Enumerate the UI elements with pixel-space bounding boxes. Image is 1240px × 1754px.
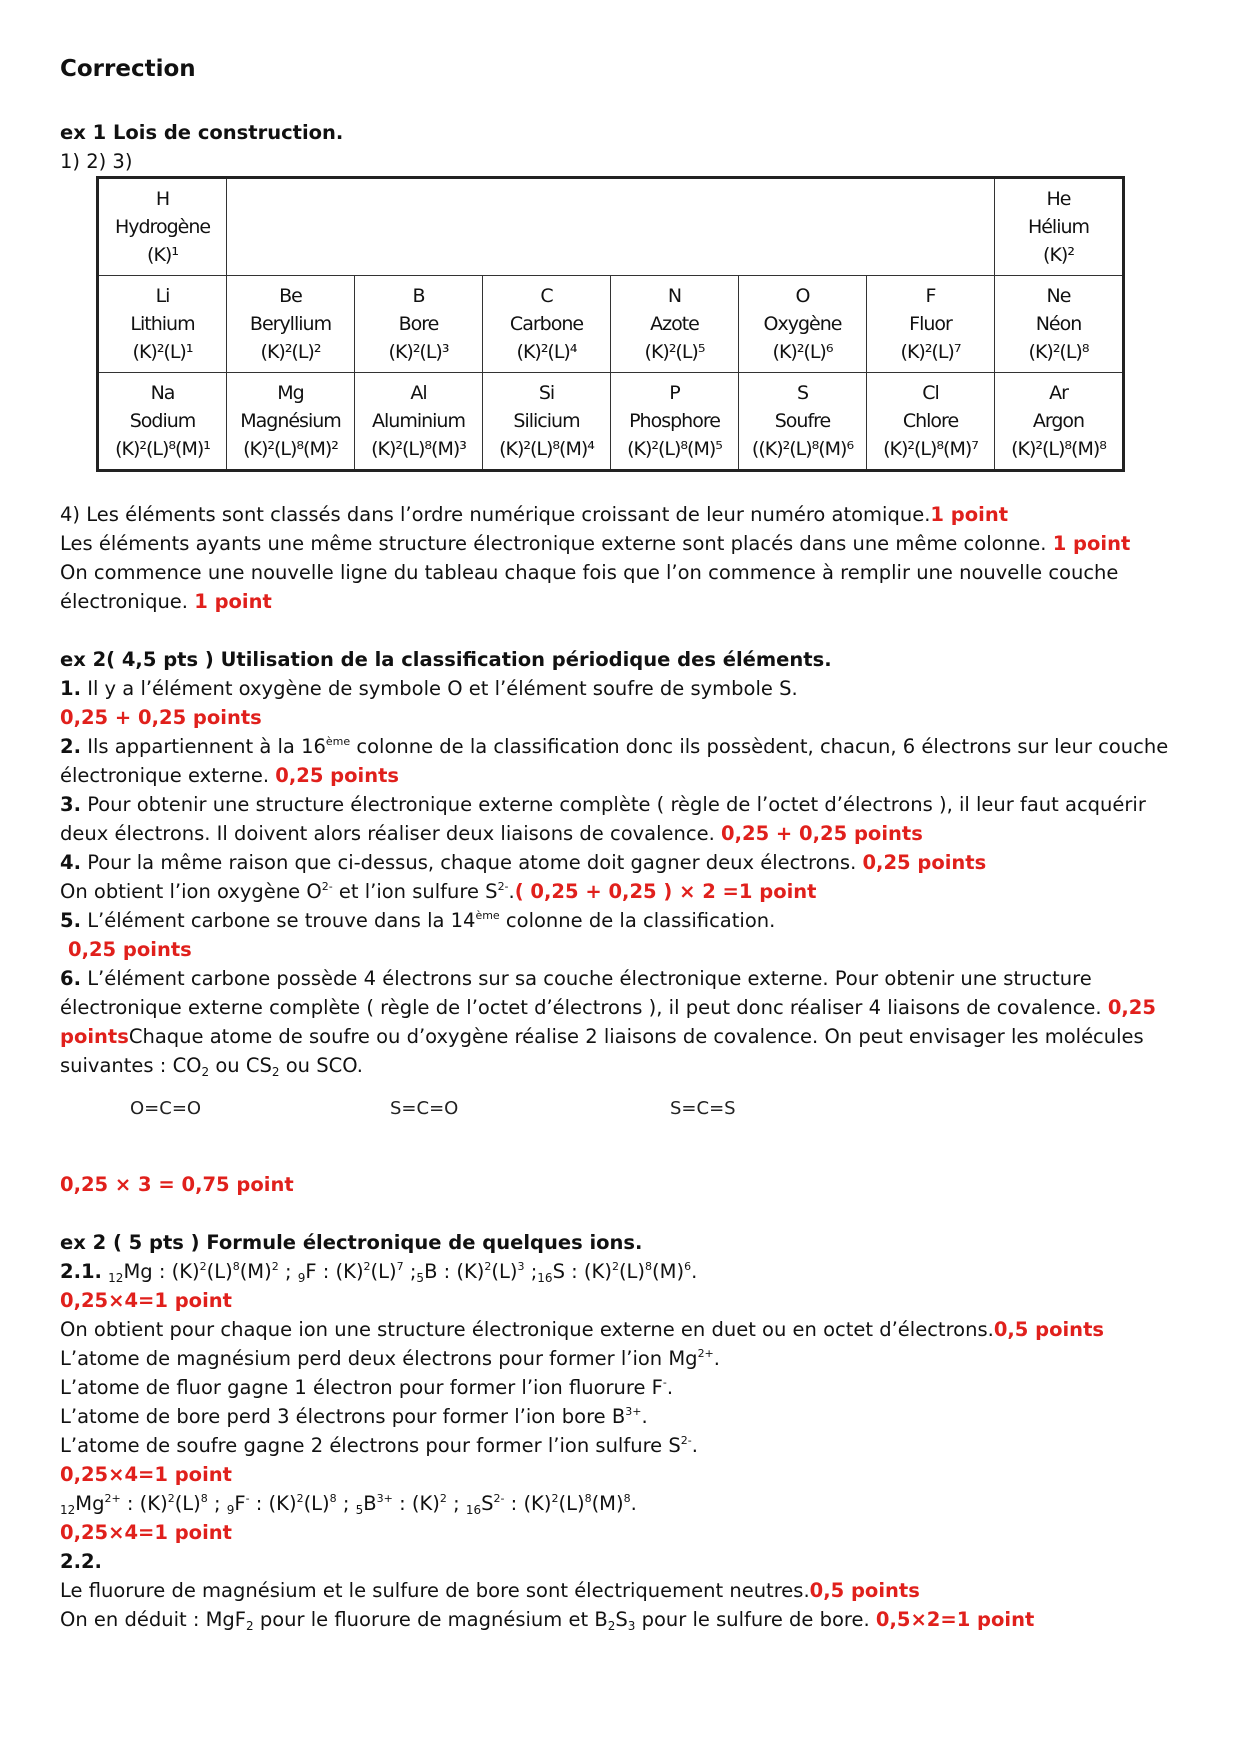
ex2-q3: 3. Pour obtenir une structure électronique externe complète ( règle de l’octet d’électrons ), il leur faut acquérir deux électrons. Il doivent alors réaliser deux liaisons de covalence. 0,25 + 0,25 points xyxy=(60,793,1146,845)
ex3-mg: L’atome de magnésium perd deux électrons pour former l’ion $Mg^{2+}$. xyxy=(60,1347,720,1370)
ex1-heading: ex 1 Lois de construction. xyxy=(60,121,344,144)
table-row xyxy=(98,178,1124,276)
element-cell: Ar Argon (K)²(L)⁸(M)⁸ xyxy=(995,373,1124,471)
element-cell: Na Sodium (K)²(L)⁸(M)¹ xyxy=(98,373,227,471)
element-cell: N Azote (K)²(L)⁵ xyxy=(611,276,739,373)
points-label: 0,25 points xyxy=(68,938,192,961)
ex3-q22: 2.2. xyxy=(60,1550,102,1573)
document-page xyxy=(60,56,1180,1634)
molecule-co2: O=C=O xyxy=(130,1098,202,1119)
element-cell: O Oxygène (K)²(L)⁶ xyxy=(739,276,867,373)
ex1-q4-line3: On commence une nouvelle ligne du tableau chaque fois que l’on commence à remplir une nouvelle couche électronique. 1 point xyxy=(60,561,1119,613)
ex3-b: L’atome de bore perd 3 électrons pour former l’ion bore $B^{3+}$. xyxy=(60,1405,648,1428)
element-cell-h: H Hydrogène (K)¹ xyxy=(98,178,227,276)
element-cell: B Bore (K)²(L)³ xyxy=(355,276,483,373)
element-cell: Be Beryllium (K)²(L)² xyxy=(227,276,355,373)
ex1-q4-line2: Les éléments ayants une même structure électronique externe sont placés dans une même colonne. 1 point xyxy=(60,532,1131,555)
element-cell: P Phosphore (K)²(L)⁸(M)⁵ xyxy=(611,373,739,471)
ex3-f: L’atome de fluor gagne 1 électron pour former l’ion fluorure F-. xyxy=(60,1376,674,1399)
ex3-s: L’atome de soufre gagne 2 électrons pour former l’ion sulfure $S^{2-}$. xyxy=(60,1434,698,1457)
points-label: 0,25×4=1 point xyxy=(60,1289,232,1312)
ex2-q1: 1. Il y a l’élément oxygène de symbole O et l’élément soufre de symbole S. xyxy=(60,677,798,700)
points-label: 0,25 × 3 = 0,75 point xyxy=(60,1173,294,1196)
element-cell: Cl Chlore (K)²(L)⁸(M)⁷ xyxy=(867,373,995,471)
element-cell-he: He Hélium (K)² xyxy=(995,178,1124,276)
ex2-heading: ex 2( 4,5 pts ) Utilisation de la classification périodique des éléments. xyxy=(60,648,832,671)
element-cell: Ne Néon (K)²(L)⁸ xyxy=(995,276,1124,373)
ex3-configs: 2.1. $_{12}$Mg : $(K)^2(L)^8(M)^2$ ; $_9$F : $(K)^2(L)^7$ $;_5B$ : $(K)^2(L)^3$ $;_{16}S$ : $(K)^2(L)^8(M)^6$. xyxy=(60,1260,698,1285)
points-label: 1 point xyxy=(194,590,272,613)
ex2-q6: 6. L’élément carbone possède 4 électrons sur sa couche électronique externe. Pour obtenir une structure électronique externe complète ( règle de l’octet d’électrons ), il peut donc réaliser 4 liaisons de covalence. 0,25 pointsChaque atome de soufre ou d’oxygène réalise 2 liaisons de covalence. On peut envisager les molécules suivantes : $CO_2$ ou $CS_2$ ou SCO. xyxy=(60,967,1156,1079)
element-cell: Li Lithium (K)²(L)¹ xyxy=(98,276,227,373)
molecule-diagrams xyxy=(60,1080,1180,1170)
element-cell: F Fluor (K)²(L)⁷ xyxy=(867,276,995,373)
ex3-duet: On obtient pour chaque ion une structure électronique externe en duet ou en octet d’électrons.0,5 points xyxy=(60,1318,1104,1341)
points-label: 0,25 + 0,25 points xyxy=(60,706,262,729)
molecule-cs2: S=C=S xyxy=(670,1098,736,1119)
ex3-neutral: Le fluorure de magnésium et le sulfure de bore sont électriquement neutres.0,5 points xyxy=(60,1579,920,1602)
table-row xyxy=(98,373,1124,471)
element-cell: Si Silicium (K)²(L)⁸(M)⁴ xyxy=(483,373,611,471)
ex2-q5: 5. L’élément carbone se trouve dans la 14ème colonne de la classification. xyxy=(60,909,776,932)
molecule-sco: S=C=O xyxy=(390,1098,459,1119)
ex1-steps: 1) 2) 3) xyxy=(60,150,133,173)
table-row xyxy=(98,276,1124,373)
page-title: Correction xyxy=(60,56,196,82)
ex2-q4: 4. Pour la même raison que ci-dessus, chaque atome doit gagner deux électrons. 0,25 points xyxy=(60,851,987,874)
points-label: 1 point xyxy=(930,503,1009,526)
points-label: 0,25×4=1 point xyxy=(60,1463,232,1486)
ex2-q2: 2. Ils appartiennent à la 16ème colonne de la classification donc ils possèdent, chacun, 6 électrons sur leur couche électronique externe. 0,25 points xyxy=(60,735,1169,787)
element-cell: Al Aluminium (K)²(L)⁸(M)³ xyxy=(355,373,483,471)
ex3-ion-configs: $_{12}Mg^{2+}$ : $(K)^2(L)^8$ ; $_9$F- : $(K)^2(L)^8$ ; $_5B^{3+}$ : $(K)^2$ ; $_{16}S^{2-}$ : $(K)^2(L)^8(M)^8$. xyxy=(60,1492,637,1517)
ex3-heading: ex 2 ( 5 pts ) Formule électronique de quelques ions. xyxy=(60,1231,643,1254)
points-label: 0,25×4=1 point xyxy=(60,1521,232,1544)
element-cell: C Carbone (K)²(L)⁴ xyxy=(483,276,611,373)
empty-cell xyxy=(227,178,995,276)
element-cell: Mg Magnésium (K)²(L)⁸(M)² xyxy=(227,373,355,471)
ex2-q4b: On obtient l’ion oxygène $O^{2-}$ et l’ion sulfure $S^{2-}$.( 0,25 + 0,25 ) × 2 =1 point xyxy=(60,880,817,903)
ex3-deduction: On en déduit : MgF$_2$ pour le fluorure de magnésium et $B_2S_3$ pour le sulfure de bore. 0,5×2=1 point xyxy=(60,1608,1035,1633)
element-cell: S Soufre ((K)²(L)⁸(M)⁶ xyxy=(739,373,867,471)
points-label: 1 point xyxy=(1052,532,1131,555)
ex1-q4-line1: 4) Les éléments sont classés dans l’ordre numérique croissant de leur numéro atomique.1 point xyxy=(60,503,1009,526)
periodic-table xyxy=(96,176,1125,472)
